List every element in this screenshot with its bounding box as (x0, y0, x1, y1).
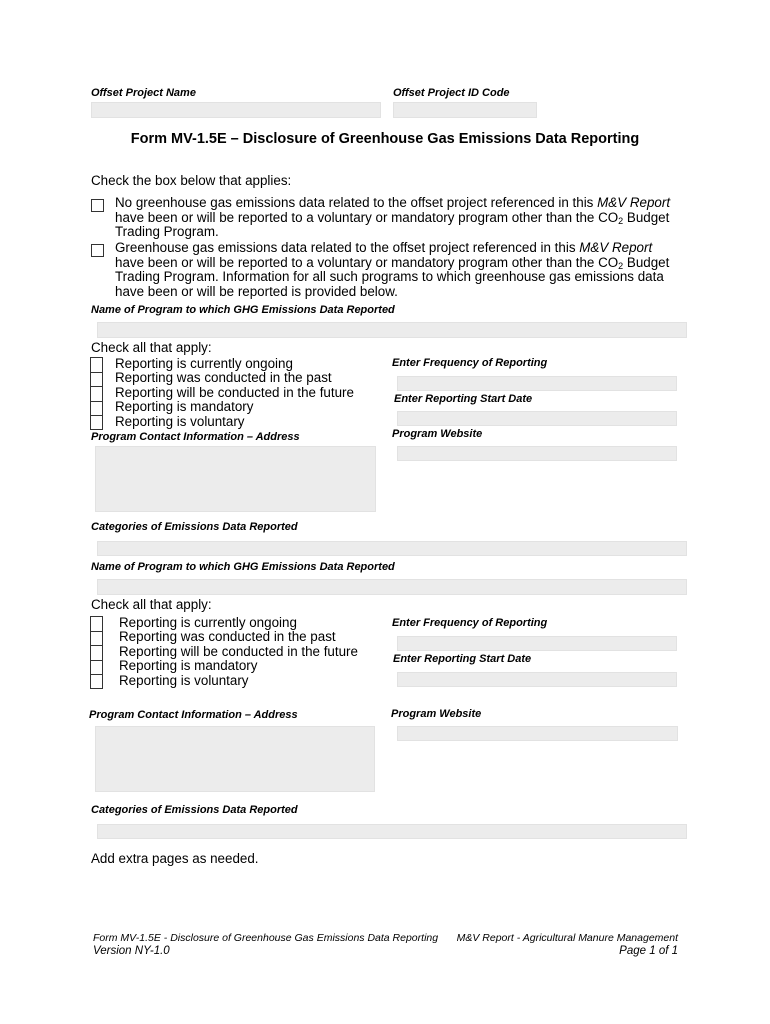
program-1-name-label: Name of Program to which GHG Emissions Data Reported (91, 304, 395, 316)
program-1-options (115, 357, 354, 429)
program-1-website-field[interactable] (397, 446, 677, 461)
program-2-categories-label: Categories of Emissions Data Reported (91, 804, 298, 816)
program-2-future-checkbox[interactable] (90, 645, 103, 660)
program-1-ongoing-checkbox[interactable] (90, 357, 103, 372)
program-1-mandatory-checkbox[interactable] (90, 401, 103, 416)
program-2-frequency-field[interactable] (397, 636, 677, 651)
program-1-start-date-label: Enter Reporting Start Date (394, 393, 533, 405)
program-1-contact-field[interactable] (95, 446, 376, 512)
program-1-option-past: Reporting was conducted in the past (115, 370, 332, 386)
program-2-check-all: Check all that apply: (91, 597, 212, 612)
option-1-checkbox[interactable] (91, 199, 104, 212)
program-2-mandatory-checkbox[interactable] (90, 660, 103, 675)
project-name-label: Offset Project Name (91, 87, 196, 99)
program-1-past-checkbox[interactable] (90, 372, 103, 387)
form-title: Form MV-1.5E – Disclosure of Greenhouse Gas Emissions Data Reporting (130, 131, 640, 147)
program-2-frequency-label: Enter Frequency of Reporting (392, 617, 548, 629)
project-id-label: Offset Project ID Code (393, 87, 510, 99)
footer-version: Version NY-1.0 (93, 945, 170, 957)
project-name-field[interactable] (91, 102, 381, 118)
extra-pages-note: Add extra pages as needed. (91, 851, 259, 866)
program-2-name-field[interactable] (97, 579, 687, 595)
program-2-option-mandatory: Reporting is mandatory (119, 658, 258, 674)
footer-form-title: Form MV-1.5E - Disclosure of Greenhouse Gas Emissions Data Reporting (93, 932, 439, 944)
program-1-frequency-field[interactable] (397, 376, 677, 391)
option-2-text: Greenhouse gas emissions data related to the offset project referenced in this M&V Report have been or will be reported to a voluntary or mandatory program other than the $CO_2$ Budget Trading Program. Information for all such programs to which greenhouse gas emissions data have been or will be reported is provided below. (115, 240, 670, 299)
option-1-text: No greenhouse gas emissions data related to the offset project referenced in this M&V Report have been or will be reported to a voluntary or mandatory program other than the $CO_2$ Budget Trading Program. (115, 195, 671, 239)
program-1-option-mandatory: Reporting is mandatory (115, 399, 254, 415)
footer-report-title: M&V Report - Agricultural Manure Management (456, 932, 678, 944)
program-2-voluntary-checkbox[interactable] (90, 674, 103, 689)
program-2-name-label: Name of Program to which GHG Emissions Data Reported (91, 561, 395, 573)
program-2-start-date-label: Enter Reporting Start Date (393, 653, 532, 665)
program-2-start-date-field[interactable] (397, 672, 677, 687)
program-2-option-future: Reporting will be conducted in the future (119, 643, 358, 659)
program-1-checkbox-group (90, 357, 103, 430)
program-1-categories-label: Categories of Emissions Data Reported (91, 521, 298, 533)
program-2-checkbox-group (90, 616, 103, 689)
program-2-categories-field[interactable] (97, 824, 687, 839)
program-1-categories-field[interactable] (97, 541, 687, 556)
program-1-contact-label: Program Contact Information – Address (91, 431, 300, 443)
program-1-option-ongoing: Reporting is currently ongoing (115, 356, 293, 371)
program-1-check-all: Check all that apply: (91, 340, 212, 355)
project-id-field[interactable] (393, 102, 537, 118)
footer-page-number: Page 1 of 1 (619, 945, 678, 957)
option-2-checkbox[interactable] (91, 244, 104, 257)
program-1-voluntary-checkbox[interactable] (90, 415, 103, 430)
program-1-future-checkbox[interactable] (90, 386, 103, 401)
program-1-start-date-field[interactable] (397, 411, 677, 426)
check-box-intro: Check the box below that applies: (91, 173, 292, 188)
program-2-website-label: Program Website (391, 708, 482, 720)
program-1-name-field[interactable] (97, 322, 687, 338)
program-2-options (119, 616, 358, 688)
program-2-contact-field[interactable] (95, 726, 375, 792)
program-1-option-future: Reporting will be conducted in the future (115, 384, 354, 400)
program-1-frequency-label: Enter Frequency of Reporting (392, 357, 548, 369)
program-1-website-label: Program Website (392, 428, 483, 440)
program-2-option-past: Reporting was conducted in the past (119, 629, 336, 645)
program-2-website-field[interactable] (397, 726, 678, 741)
program-2-option-ongoing: Reporting is currently ongoing (119, 615, 297, 630)
program-1-option-voluntary: Reporting is voluntary (115, 413, 245, 429)
program-2-contact-label: Program Contact Information – Address (89, 709, 298, 721)
program-2-ongoing-checkbox[interactable] (90, 616, 103, 631)
program-2-past-checkbox[interactable] (90, 631, 103, 646)
program-2-option-voluntary: Reporting is voluntary (119, 672, 249, 688)
